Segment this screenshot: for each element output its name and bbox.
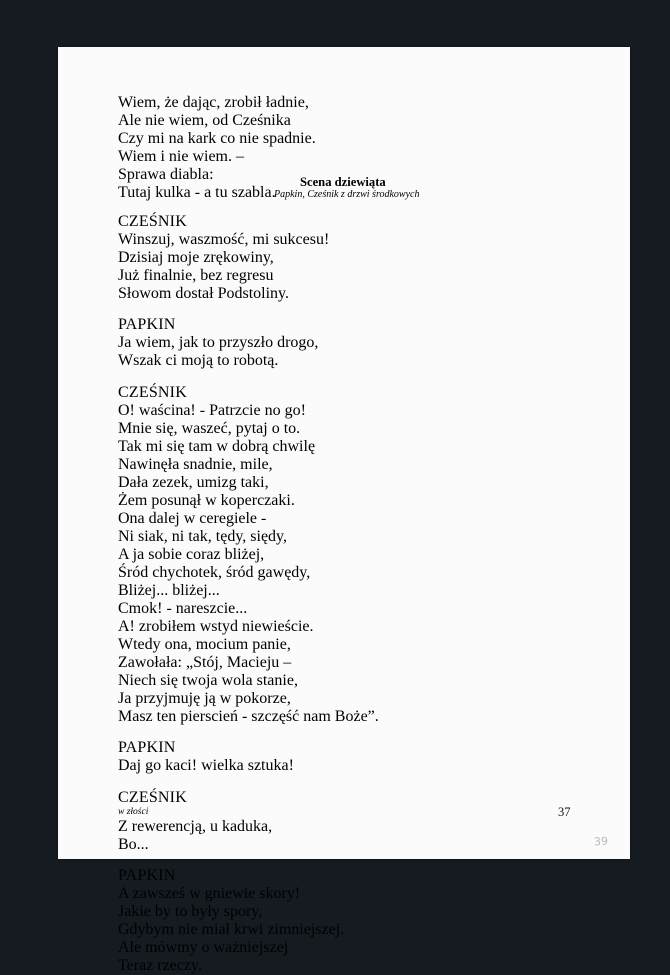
speaker-name: CZEŚNIK xyxy=(118,213,187,230)
verse-line: Winszuj, waszmość, mi sukcesu! xyxy=(118,231,330,248)
stage-direction: w złości xyxy=(118,806,149,817)
verse-line: Sprawa diabla: xyxy=(118,166,214,183)
verse-line: Żem posunął w koperczaki. xyxy=(118,491,295,509)
verse-line: Nawinęła snadnie, mile, xyxy=(118,455,273,473)
verse-line: A zawsześ w gniewie skory! xyxy=(118,884,301,902)
verse-line: Dzisiaj moje zrękowiny, xyxy=(118,249,274,266)
page-number: 37 xyxy=(558,805,571,819)
speaker-name: PAPKIN xyxy=(118,316,176,334)
speaker-name: CZEŚNIK xyxy=(118,788,187,806)
verse-line: Niech się twoja wola stanie, xyxy=(118,671,298,689)
verse-line: Wiem i nie wiem. – xyxy=(118,148,244,165)
verse-line: Ona dalej w ceregiele - xyxy=(118,509,267,527)
verse-line: A ja sobie coraz bliżej, xyxy=(118,545,265,563)
pencil-page-mark: 39 xyxy=(593,834,609,849)
verse-line: Słowom dostał Podstoliny. xyxy=(118,285,289,302)
verse-line: Z rewerencją, u kaduka, xyxy=(118,817,273,835)
verse-line: Gdybym nie miał krwi zimniejszej. xyxy=(118,920,345,938)
verse-line: Teraz rzeczy. xyxy=(118,956,202,974)
verse-line: Bo... xyxy=(118,835,149,853)
verse-line: A! zrobiłem wstyd niewieście. xyxy=(118,617,314,635)
verse-line: Ale mówmy o ważniejszej xyxy=(118,938,289,956)
verse-line: Bliżej... bliżej... xyxy=(118,581,220,599)
scene-subtitle: Papkin, Cześnik z drzwi środkowych xyxy=(274,189,420,200)
document-page xyxy=(58,47,630,974)
verse-line: Wszak ci moją to robotą. xyxy=(118,352,279,370)
verse-line: Wtedy ona, mocium panie, xyxy=(118,635,291,653)
speaker-name: CZEŚNIK xyxy=(118,383,187,401)
verse-line: Już finalnie, bez regresu xyxy=(118,267,274,284)
opening-verse xyxy=(118,94,316,202)
verse-line: Ale nie wiem, od Cześnika xyxy=(118,112,291,129)
verse-line: Zawołała: „Stój, Macieju – xyxy=(118,653,292,671)
verse-line: Czy mi na kark co nie spadnie. xyxy=(118,130,316,147)
verse-line: Wiem, że dając, zrobił ładnie, xyxy=(118,94,309,111)
verse-line: Ni siak, ni tak, tędy, siędy, xyxy=(118,527,288,545)
speaker-name: PAPKIN xyxy=(118,866,176,884)
verse-line: Cmok! - nareszcie... xyxy=(118,599,248,617)
verse-line: Śród chychotek, śród gawędy, xyxy=(118,563,311,581)
verse-line: Ja wiem, jak to przyszło drogo, xyxy=(118,334,319,352)
scene-title: Scena dziewiąta xyxy=(300,175,386,189)
verse-line: Dała zezek, umizg taki, xyxy=(118,473,269,491)
verse-line: Tutaj kulka - a tu szabla. xyxy=(118,184,276,201)
verse-line: Ja przyjmuję ją w pokorze, xyxy=(118,689,291,707)
verse-line: Masz ten pierscień - szczęść nam Boże”. xyxy=(118,707,379,725)
verse-line: Tak mi się tam w dobrą chwilę xyxy=(118,437,316,455)
speaker-name: PAPKIN xyxy=(118,739,176,757)
dialogue xyxy=(118,213,379,975)
verse-line: O! waścina! - Patrzcie no go! xyxy=(118,401,306,419)
verse-line: Jakie by to były spory, xyxy=(118,902,263,920)
verse-line: Mnie się, waszeć, pytaj o to. xyxy=(118,419,301,437)
verse-line: Daj go kaci! wielka sztuka! xyxy=(118,757,294,775)
